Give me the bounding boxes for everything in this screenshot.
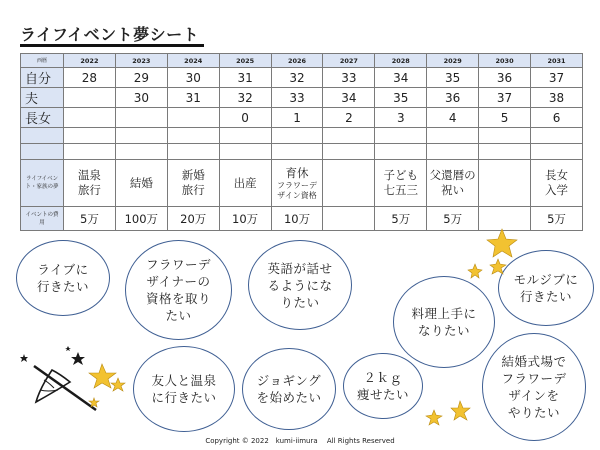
bubble-text (37, 261, 89, 295)
row-label (21, 144, 64, 160)
bubble-line: りたい (280, 294, 320, 310)
copyright: Copyright © 2022 kumi-iimura All Rights Reserved (205, 437, 395, 445)
age-cell: 35 (375, 88, 427, 108)
age-cell (115, 108, 167, 128)
row-label: 夫 (21, 88, 64, 108)
row-label (21, 128, 64, 144)
empty-cell (375, 128, 427, 144)
bubble-text (501, 353, 566, 421)
star-icon (468, 264, 482, 278)
empty-row (21, 128, 583, 144)
dream-cell (323, 160, 375, 207)
dream-cell (427, 160, 479, 207)
cost-cell: 5万 (375, 207, 427, 231)
title-underline (20, 44, 204, 47)
age-cell: 0 (219, 108, 271, 128)
age-cell: 38 (531, 88, 583, 108)
year-cell: 2025 (219, 54, 271, 68)
bubble-line: 英語が話せ (267, 260, 333, 276)
age-cell: 29 (115, 68, 167, 88)
age-cell: 3 (375, 108, 427, 128)
row-label: 長女 (21, 108, 64, 128)
dream-line: 祝い (441, 183, 465, 197)
bubble-line: たい (165, 308, 192, 323)
bubble-line: フラワーデ (501, 371, 567, 386)
star-icon (20, 354, 28, 362)
cost-cell: 10万 (271, 207, 323, 231)
age-row (21, 108, 583, 128)
dream-line: 出産 (233, 175, 257, 190)
magic-wand-icon (14, 344, 144, 424)
bubble-text (256, 372, 321, 406)
bubble-line: ライブに (37, 262, 89, 277)
empty-cell (479, 128, 531, 144)
star-icon (71, 352, 85, 365)
age-cell: 30 (115, 88, 167, 108)
bubble-text (151, 372, 216, 406)
empty-cell (219, 128, 271, 144)
dream-line: 旅行 (181, 183, 205, 197)
age-cell (167, 108, 219, 128)
bubble-line: 行きたい (36, 279, 89, 294)
age-cell: 36 (479, 68, 531, 88)
cost-cell: 5万 (531, 207, 583, 231)
life-event-table (20, 53, 583, 231)
bubble-line: を始めたい (256, 390, 322, 405)
bubble-text (357, 369, 409, 403)
dream-line: 入学 (545, 183, 568, 197)
dream-line: 新婚 (181, 168, 205, 182)
bubble-line: 資格を取り (145, 291, 211, 306)
row-label: 自分 (21, 68, 64, 88)
age-cell: 33 (271, 88, 323, 108)
age-cell: 30 (167, 68, 219, 88)
dream-line: 長女 (545, 168, 568, 182)
dream-cell (531, 160, 583, 207)
stars-top-right (455, 226, 525, 286)
dream-line: 結婚 (129, 175, 153, 190)
empty-cell (427, 144, 479, 160)
bubble-line: ザイナーの (146, 274, 211, 289)
bubble-text (267, 260, 332, 311)
cost-cell: 10万 (219, 207, 271, 231)
bubble-line: ザインを (508, 388, 560, 403)
dream-line: 育休 (285, 165, 309, 180)
dream-line: 七五三 (383, 183, 419, 197)
bubble-line: ジョギング (256, 373, 322, 388)
cost-cell: 100万 (115, 207, 167, 231)
bubble-line: 痩せたい (356, 387, 409, 402)
dream-row-label: ライフイベント・家族の夢 (21, 160, 64, 207)
cost-cell: 5万 (64, 207, 116, 231)
cost-cell: 5万 (427, 207, 479, 231)
bubble-line: 行きたい (519, 289, 572, 304)
empty-cell (167, 128, 219, 144)
year-cell: 2023 (115, 54, 167, 68)
age-cell: 32 (271, 68, 323, 88)
dream-line: ザイン資格 (277, 190, 317, 200)
age-cell: 32 (219, 88, 271, 108)
bubble-line: なりたい (417, 323, 470, 338)
bubble-line: フラワーデ (145, 257, 211, 272)
dream-bubble-wedding (482, 333, 586, 441)
page-title: ライフイベント夢シート (20, 25, 200, 44)
empty-cell (219, 144, 271, 160)
year-cell: 2029 (427, 54, 479, 68)
star-icon (65, 346, 71, 351)
year-cell: 2031 (531, 54, 583, 68)
dream-cell (115, 160, 167, 207)
year-cell: 2024 (167, 54, 219, 68)
age-row (21, 88, 583, 108)
star-icon (89, 364, 116, 388)
cost-row-label: イベントの費用 (21, 207, 64, 231)
star-icon (111, 378, 125, 391)
cost-cell: 20万 (167, 207, 219, 231)
dream-bubble-cooking (393, 276, 495, 368)
empty-cell (427, 128, 479, 144)
bubble-line: 料理上手に (411, 306, 477, 321)
dream-row (21, 160, 583, 207)
bubble-line: るようにな (267, 277, 333, 293)
age-row (21, 68, 583, 88)
age-cell (64, 88, 116, 108)
age-cell: 34 (323, 88, 375, 108)
dream-bubble-onsen (133, 346, 235, 432)
star-icon (451, 401, 470, 420)
year-cell: 2027 (323, 54, 375, 68)
age-cell: 37 (479, 88, 531, 108)
age-cell: 1 (271, 108, 323, 128)
empty-cell (271, 128, 323, 144)
empty-cell (531, 128, 583, 144)
dream-line: 子ども (383, 168, 419, 182)
bubble-line: に行きたい (151, 390, 217, 405)
bubble-line: モルジブに (513, 272, 579, 287)
dream-cell (167, 160, 219, 207)
bubble-line: やりたい (507, 405, 560, 420)
star-icon (487, 229, 517, 257)
dream-line: 父還暦の (429, 168, 476, 182)
bubble-line: 結婚式場で (501, 354, 567, 369)
empty-cell (375, 144, 427, 160)
cost-cell (323, 207, 375, 231)
empty-row (21, 144, 583, 160)
age-cell: 36 (427, 88, 479, 108)
empty-cell (115, 144, 167, 160)
age-cell (64, 108, 116, 128)
dream-cell (64, 160, 116, 207)
age-cell: 31 (219, 68, 271, 88)
dream-bubble-english (248, 240, 352, 330)
dream-bubble-jogging (242, 348, 336, 430)
empty-cell (323, 144, 375, 160)
age-cell: 5 (479, 108, 531, 128)
year-cell: 2028 (375, 54, 427, 68)
age-cell: 34 (375, 68, 427, 88)
age-cell: 28 (64, 68, 116, 88)
year-cell: 2022 (64, 54, 116, 68)
dream-bubble-flower (125, 240, 232, 340)
age-cell: 35 (427, 68, 479, 88)
star-icon (490, 259, 506, 274)
dream-cell (479, 160, 531, 207)
star-icon (426, 410, 442, 425)
age-cell: 6 (531, 108, 583, 128)
year-header-row (21, 54, 583, 68)
empty-cell (323, 128, 375, 144)
empty-cell (271, 144, 323, 160)
empty-cell (64, 128, 116, 144)
dream-cell (271, 160, 323, 207)
year-header-label: 西暦 (21, 54, 64, 68)
dream-cell (375, 160, 427, 207)
dream-line: 旅行 (77, 183, 101, 197)
bubble-line: 友人と温泉 (151, 373, 217, 388)
age-cell: 33 (323, 68, 375, 88)
age-cell: 31 (167, 88, 219, 108)
empty-cell (167, 144, 219, 160)
age-cell: 37 (531, 68, 583, 88)
dream-cell (219, 160, 271, 207)
year-cell: 2026 (271, 54, 323, 68)
bubble-text (411, 305, 476, 339)
empty-cell (531, 144, 583, 160)
dream-bubble-diet (343, 353, 423, 419)
empty-cell (479, 144, 531, 160)
dream-line: 温泉 (77, 168, 101, 182)
age-cell: 4 (427, 108, 479, 128)
bubble-line: ２ｋｇ (363, 370, 403, 385)
dream-bubble-live (16, 240, 110, 316)
bubble-text (146, 256, 211, 324)
dream-line: フラワーデ (277, 180, 317, 190)
empty-cell (115, 128, 167, 144)
year-cell: 2030 (479, 54, 531, 68)
age-cell: 2 (323, 108, 375, 128)
stars-bottom-right (422, 398, 477, 433)
empty-cell (64, 144, 116, 160)
